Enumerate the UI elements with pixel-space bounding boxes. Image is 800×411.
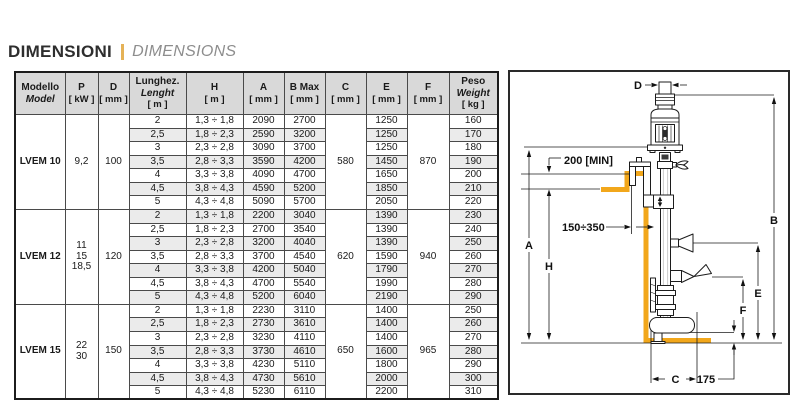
h-range-cell: 2,3 ÷ 2,8 (186, 237, 243, 251)
weight-cell: 280 (449, 277, 498, 291)
b-max-cell: 4200 (284, 155, 325, 169)
page-title-english: DIMENSIONS (132, 43, 237, 60)
a-cell: 2700 (243, 223, 284, 237)
length-cell: 4,5 (129, 372, 186, 386)
col-header-weight: Peso Weight [ kg ] (449, 72, 498, 115)
col-header-f: F [ mm ] (407, 72, 449, 115)
lever-handle (682, 271, 695, 283)
dim-label-e: E (754, 288, 762, 300)
h-range-cell: 1,8 ÷ 2,3 (186, 128, 243, 142)
model-cell: LVEM 15 (15, 304, 65, 399)
table-row (15, 115, 498, 129)
b-max-cell: 4610 (284, 345, 325, 359)
c-cell: 650 (325, 304, 366, 399)
b-max-cell: 3110 (284, 304, 325, 318)
e-cell: 1400 (366, 318, 407, 332)
h-range-cell: 3,3 ÷ 3,8 (186, 169, 243, 183)
support-foot (654, 333, 662, 342)
e-cell: 1390 (366, 223, 407, 237)
e-cell: 1990 (366, 277, 407, 291)
weight-cell: 290 (449, 359, 498, 373)
h-range-cell: 3,8 ÷ 4,3 (186, 372, 243, 386)
b-max-cell: 2700 (284, 115, 325, 129)
weight-cell: 270 (449, 264, 498, 278)
length-cell: 3,5 (129, 345, 186, 359)
h-range-cell: 1,8 ÷ 2,3 (186, 223, 243, 237)
dim-label-bottom-offset: 175 (696, 374, 716, 386)
b-max-cell: 4700 (284, 169, 325, 183)
f-cell: 940 (407, 209, 449, 304)
a-cell: 3200 (243, 237, 284, 251)
e-cell: 1400 (366, 332, 407, 346)
power-cell: 9,2 (65, 115, 98, 210)
weight-cell: 290 (449, 291, 498, 305)
weight-cell: 270 (449, 332, 498, 346)
weight-cell: 210 (449, 182, 498, 196)
e-cell: 1250 (366, 128, 407, 142)
b-max-cell: 3700 (284, 142, 325, 156)
dimensions-table (14, 71, 499, 400)
length-cell: 4 (129, 359, 186, 373)
a-cell: 3590 (243, 155, 284, 169)
motor-dome (651, 109, 679, 118)
page-title (8, 42, 236, 62)
e-cell: 1390 (366, 209, 407, 223)
c-cell: 620 (325, 209, 366, 304)
weight-cell: 250 (449, 237, 498, 251)
a-cell: 5090 (243, 196, 284, 210)
h-range-cell: 1,3 ÷ 1,8 (186, 209, 243, 223)
length-cell: 2,5 (129, 318, 186, 332)
e-cell: 1250 (366, 142, 407, 156)
dim-label-d: D (634, 80, 642, 92)
b-max-cell: 5110 (284, 359, 325, 373)
a-cell: 2090 (243, 115, 284, 129)
h-range-cell: 4,3 ÷ 4,8 (186, 291, 243, 305)
b-max-cell: 3610 (284, 318, 325, 332)
a-cell: 4730 (243, 372, 284, 386)
table-row (15, 304, 498, 318)
h-range-cell: 4,3 ÷ 4,8 (186, 386, 243, 400)
weight-cell: 300 (449, 372, 498, 386)
b-max-cell: 5200 (284, 182, 325, 196)
b-max-cell: 5040 (284, 264, 325, 278)
length-cell: 3 (129, 142, 186, 156)
e-cell: 2190 (366, 291, 407, 305)
b-max-cell: 5610 (284, 372, 325, 386)
h-range-cell: 3,8 ÷ 4,3 (186, 277, 243, 291)
col-header-h: H [ m ] (186, 72, 243, 115)
e-cell: 1800 (366, 359, 407, 373)
col-header-e: E [ mm ] (366, 72, 407, 115)
volute-casing (650, 318, 695, 334)
length-cell: 4,5 (129, 182, 186, 196)
a-cell: 2730 (243, 318, 284, 332)
h-range-cell: 2,3 ÷ 2,8 (186, 142, 243, 156)
page-title-italian: DIMENSIONI (8, 42, 113, 61)
h-range-cell: 1,3 ÷ 1,8 (186, 304, 243, 318)
a-cell: 2200 (243, 209, 284, 223)
length-cell: 4 (129, 169, 186, 183)
length-cell: 3,5 (129, 155, 186, 169)
e-cell: 1250 (366, 115, 407, 129)
dim-label-clamp-range: 150÷350 (562, 222, 605, 234)
a-cell: 3230 (243, 332, 284, 346)
guide-bar (651, 278, 656, 312)
weight-cell: 220 (449, 196, 498, 210)
model-cell: LVEM 12 (15, 209, 65, 304)
column-mount-clamp (654, 195, 674, 209)
e-cell: 1390 (366, 237, 407, 251)
hose-boot (656, 94, 675, 105)
length-cell: 3 (129, 332, 186, 346)
length-cell: 4 (129, 264, 186, 278)
b-max-cell: 3040 (284, 209, 325, 223)
col-header-model: Modello Model (15, 72, 65, 115)
h-range-cell: 3,8 ÷ 4,3 (186, 182, 243, 196)
e-cell: 2050 (366, 196, 407, 210)
a-cell: 3700 (243, 250, 284, 264)
length-cell: 5 (129, 291, 186, 305)
weight-cell: 200 (449, 169, 498, 183)
discharge-pipe (659, 82, 671, 94)
dim-label-f: F (739, 305, 747, 317)
length-cell: 2,5 (129, 223, 186, 237)
b-max-cell: 5540 (284, 277, 325, 291)
col-header-len: Lunghez. Lenght [ m ] (129, 72, 186, 115)
length-cell: 2,5 (129, 128, 186, 142)
upper-clamp (658, 162, 673, 169)
a-cell: 4590 (243, 182, 284, 196)
dim-label-c: C (671, 374, 680, 386)
f-cell: 870 (407, 115, 449, 210)
e-cell: 1400 (366, 304, 407, 318)
a-cell: 5200 (243, 291, 284, 305)
dim-label-b: B (770, 215, 778, 227)
pump-diagram-svg (510, 72, 788, 393)
a-cell: 4200 (243, 264, 284, 278)
power-cell: 22 30 (65, 304, 98, 399)
h-range-cell: 4,3 ÷ 4,8 (186, 196, 243, 210)
weight-cell: 310 (449, 386, 498, 400)
a-cell: 3730 (243, 345, 284, 359)
rim-bracket (630, 165, 636, 186)
weight-cell: 260 (449, 250, 498, 264)
a-cell: 5230 (243, 386, 284, 400)
e-cell: 1650 (366, 169, 407, 183)
b-max-cell: 4110 (284, 332, 325, 346)
b-max-cell: 3540 (284, 223, 325, 237)
h-range-cell: 3,3 ÷ 3,8 (186, 264, 243, 278)
h-range-cell: 1,3 ÷ 1,8 (186, 115, 243, 129)
h-range-cell: 2,8 ÷ 3,3 (186, 155, 243, 169)
b-max-cell: 6110 (284, 386, 325, 400)
c-cell: 580 (325, 115, 366, 210)
col-header-b_max: B Max [ mm ] (284, 72, 325, 115)
a-cell: 2590 (243, 128, 284, 142)
weight-cell: 280 (449, 345, 498, 359)
length-cell: 5 (129, 386, 186, 400)
b-max-cell: 5700 (284, 196, 325, 210)
b-max-cell: 6040 (284, 291, 325, 305)
col-header-c: C [ mm ] (325, 72, 366, 115)
length-cell: 2 (129, 115, 186, 129)
e-cell: 1850 (366, 182, 407, 196)
dim-label-h: H (545, 261, 553, 273)
length-cell: 2 (129, 209, 186, 223)
e-cell: 1790 (366, 264, 407, 278)
h-range-cell: 2,8 ÷ 3,3 (186, 250, 243, 264)
power-cell: 11 15 18,5 (65, 209, 98, 304)
weight-cell: 180 (449, 142, 498, 156)
e-cell: 1590 (366, 250, 407, 264)
weight-cell: 190 (449, 155, 498, 169)
h-range-cell: 2,8 ÷ 3,3 (186, 345, 243, 359)
b-max-cell: 4540 (284, 250, 325, 264)
length-cell: 3,5 (129, 250, 186, 264)
f-cell: 965 (407, 304, 449, 399)
pump-drawing (630, 82, 712, 344)
dim-label-a: A (525, 240, 533, 252)
weight-cell: 260 (449, 318, 498, 332)
dim-label-min-clearance: 200 [MIN] (564, 155, 613, 167)
col-header-d: D [ mm ] (98, 72, 129, 115)
a-cell: 4090 (243, 169, 284, 183)
length-cell: 4,5 (129, 277, 186, 291)
weight-cell: 240 (449, 223, 498, 237)
weight-cell: 170 (449, 128, 498, 142)
a-cell: 3090 (243, 142, 284, 156)
h-range-cell: 1,8 ÷ 2,3 (186, 318, 243, 332)
discharge-cone (679, 234, 694, 252)
h-range-cell: 2,3 ÷ 2,8 (186, 332, 243, 346)
weight-cell: 250 (449, 304, 498, 318)
b-max-cell: 4040 (284, 237, 325, 251)
title-separator-bar (121, 44, 124, 60)
b-max-cell: 3200 (284, 128, 325, 142)
e-cell: 2200 (366, 386, 407, 400)
d-cell: 100 (98, 115, 129, 210)
d-cell: 150 (98, 304, 129, 399)
a-cell: 4700 (243, 277, 284, 291)
h-range-cell: 3,3 ÷ 3,8 (186, 359, 243, 373)
col-header-a: A [ mm ] (243, 72, 284, 115)
e-cell: 1450 (366, 155, 407, 169)
a-cell: 2230 (243, 304, 284, 318)
col-header-p: P [ kW ] (65, 72, 98, 115)
dimensions-table-wrap (14, 71, 499, 400)
weight-cell: 160 (449, 115, 498, 129)
d-cell: 120 (98, 209, 129, 304)
a-cell: 4230 (243, 359, 284, 373)
length-cell: 5 (129, 196, 186, 210)
table-row (15, 209, 498, 223)
e-cell: 1600 (366, 345, 407, 359)
length-cell: 2 (129, 304, 186, 318)
model-cell: LVEM 10 (15, 115, 65, 210)
weight-cell: 230 (449, 209, 498, 223)
length-cell: 3 (129, 237, 186, 251)
pump-dimension-diagram (508, 70, 790, 395)
e-cell: 2000 (366, 372, 407, 386)
